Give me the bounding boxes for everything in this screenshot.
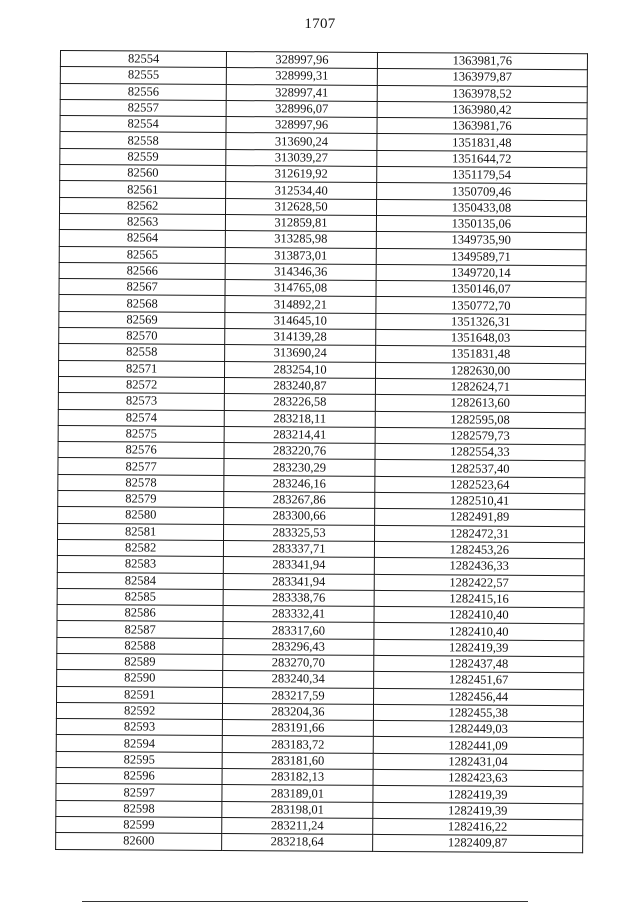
y-coordinate-cell: 1282437,48	[373, 655, 583, 673]
y-coordinate-cell: 1282554,33	[375, 444, 585, 462]
x-coordinate-cell: 314346,36	[225, 263, 376, 280]
y-coordinate-cell: 1350772,70	[376, 297, 586, 315]
x-coordinate-cell: 283220,76	[224, 443, 375, 460]
point-number-cell: 82587	[57, 621, 223, 638]
y-coordinate-cell: 1282537,40	[375, 460, 585, 478]
point-number-cell: 82590	[57, 670, 223, 687]
x-coordinate-cell: 312534,40	[226, 182, 377, 199]
x-coordinate-cell: 314645,10	[225, 312, 376, 329]
y-coordinate-cell: 1282630,00	[375, 362, 585, 380]
x-coordinate-cell: 283214,41	[224, 426, 375, 443]
x-coordinate-cell: 283332,41	[223, 606, 374, 623]
point-number-cell: 82568	[59, 295, 225, 312]
x-coordinate-cell: 283198,01	[222, 801, 373, 818]
point-number-cell: 82559	[60, 148, 226, 165]
x-coordinate-cell: 314892,21	[225, 296, 376, 313]
point-number-cell: 82585	[57, 588, 223, 605]
point-number-cell: 82581	[58, 523, 224, 540]
y-coordinate-cell: 1282456,44	[373, 688, 583, 706]
point-number-cell: 82560	[60, 165, 226, 182]
x-coordinate-cell: 283218,11	[224, 410, 375, 427]
page-number: 1707	[304, 16, 336, 32]
point-number-cell: 82574	[58, 409, 224, 426]
point-number-cell: 82597	[56, 784, 222, 801]
y-coordinate-cell: 1282613,60	[375, 395, 585, 413]
point-number-cell: 82578	[58, 474, 224, 491]
x-coordinate-cell: 312619,92	[226, 166, 377, 183]
x-coordinate-cell: 283337,71	[224, 540, 375, 557]
point-number-cell: 82594	[56, 735, 222, 752]
x-coordinate-cell: 283246,16	[224, 475, 375, 492]
y-coordinate-cell: 1282472,31	[374, 525, 584, 543]
table-row	[56, 833, 583, 853]
y-coordinate-cell: 1282415,16	[374, 590, 584, 608]
x-coordinate-cell: 328999,31	[227, 68, 378, 85]
y-coordinate-cell: 1282416,22	[372, 818, 582, 836]
x-coordinate-cell: 283182,13	[222, 769, 373, 786]
y-coordinate-cell: 1351179,54	[376, 167, 586, 185]
point-number-cell: 82583	[57, 556, 223, 573]
x-coordinate-cell: 328997,96	[226, 117, 377, 134]
point-number-cell: 82589	[57, 653, 223, 670]
point-number-cell: 82586	[57, 605, 223, 622]
point-number-cell: 82569	[59, 311, 225, 328]
scan-edge-line	[82, 901, 528, 902]
y-coordinate-cell: 1282419,39	[374, 639, 584, 657]
y-coordinate-cell: 1350709,46	[376, 183, 586, 201]
x-coordinate-cell: 283341,94	[223, 573, 374, 590]
y-coordinate-cell: 1282431,04	[373, 753, 583, 771]
point-number-cell: 82554	[60, 116, 226, 133]
point-number-cell: 82579	[58, 491, 224, 508]
x-coordinate-cell: 283230,29	[224, 459, 375, 476]
y-coordinate-cell: 1282423,63	[373, 769, 583, 787]
y-coordinate-cell: 1282441,09	[373, 737, 583, 755]
x-coordinate-cell: 283211,24	[222, 817, 373, 834]
y-coordinate-cell: 1351648,03	[375, 329, 585, 347]
y-coordinate-cell: 1282595,08	[375, 411, 585, 429]
x-coordinate-cell: 313285,98	[226, 231, 377, 248]
y-coordinate-cell: 1349735,90	[376, 232, 586, 250]
point-number-cell: 82555	[60, 67, 226, 84]
point-number-cell: 82596	[56, 768, 222, 785]
y-coordinate-cell: 1282523,64	[375, 476, 585, 494]
y-coordinate-cell: 1350433,08	[376, 199, 586, 217]
x-coordinate-cell: 283267,86	[224, 492, 375, 509]
x-coordinate-cell: 328997,96	[227, 52, 378, 69]
x-coordinate-cell: 283183,72	[222, 736, 373, 753]
x-coordinate-cell: 314765,08	[225, 280, 376, 297]
x-coordinate-cell: 283254,10	[225, 361, 376, 378]
point-number-cell: 82565	[59, 246, 225, 263]
y-coordinate-cell: 1349720,14	[376, 264, 586, 282]
x-coordinate-cell: 283296,43	[223, 638, 374, 655]
x-coordinate-cell: 283217,59	[223, 687, 374, 704]
x-coordinate-cell: 283300,66	[224, 508, 375, 525]
y-coordinate-cell: 1282579,73	[375, 427, 585, 445]
y-coordinate-cell: 1282422,57	[374, 574, 584, 592]
x-coordinate-cell: 313690,24	[225, 345, 376, 362]
point-number-cell: 82556	[60, 83, 226, 100]
point-number-cell: 82580	[58, 507, 224, 524]
x-coordinate-cell: 283270,70	[223, 654, 374, 671]
point-number-cell: 82575	[58, 425, 224, 442]
x-coordinate-cell: 283204,36	[223, 703, 374, 720]
point-number-cell: 82573	[58, 393, 224, 410]
y-coordinate-cell: 1282410,40	[374, 607, 584, 625]
y-coordinate-cell: 1282436,33	[374, 558, 584, 576]
y-coordinate-cell: 1282449,03	[373, 721, 583, 739]
point-number-cell: 82554	[60, 51, 226, 68]
x-coordinate-cell: 283181,60	[222, 752, 373, 769]
point-number-cell: 82557	[60, 99, 226, 116]
y-coordinate-cell: 1282491,89	[374, 509, 584, 527]
coordinates-table-body	[56, 51, 588, 853]
point-number-cell: 82576	[58, 442, 224, 459]
y-coordinate-cell: 1363981,76	[377, 118, 587, 136]
y-coordinate-cell: 1282410,40	[374, 623, 584, 641]
x-coordinate-cell: 283240,34	[223, 671, 374, 688]
x-coordinate-cell: 313873,01	[225, 247, 376, 264]
point-number-cell: 82571	[59, 360, 225, 377]
x-coordinate-cell: 283338,76	[223, 589, 374, 606]
y-coordinate-cell: 1363981,76	[377, 52, 587, 70]
x-coordinate-cell: 312859,81	[226, 214, 377, 231]
point-number-cell: 82564	[59, 230, 225, 247]
point-number-cell: 82558	[60, 132, 226, 149]
y-coordinate-cell: 1350135,06	[376, 215, 586, 233]
y-coordinate-cell: 1282510,41	[374, 492, 584, 510]
x-coordinate-cell: 283325,53	[224, 524, 375, 541]
y-coordinate-cell: 1282409,87	[372, 835, 582, 853]
y-coordinate-cell: 1363980,42	[377, 101, 587, 119]
y-coordinate-cell: 1282453,26	[374, 541, 584, 559]
x-coordinate-cell: 283218,64	[222, 834, 373, 851]
y-coordinate-cell: 1282419,39	[373, 786, 583, 804]
y-coordinate-cell: 1282624,71	[375, 378, 585, 396]
y-coordinate-cell: 1282451,67	[373, 672, 583, 690]
point-number-cell: 82593	[56, 719, 222, 736]
y-coordinate-cell: 1363979,87	[377, 69, 587, 87]
x-coordinate-cell: 283341,94	[224, 557, 375, 574]
point-number-cell: 82562	[60, 197, 226, 214]
x-coordinate-cell: 283189,01	[222, 785, 373, 802]
point-number-cell: 82566	[59, 262, 225, 279]
y-coordinate-cell: 1282419,39	[373, 802, 583, 820]
y-coordinate-cell: 1282455,38	[373, 704, 583, 722]
x-coordinate-cell: 283240,87	[225, 377, 376, 394]
x-coordinate-cell: 328996,07	[226, 100, 377, 117]
y-coordinate-cell: 1351326,31	[376, 313, 586, 331]
y-coordinate-cell: 1351831,48	[375, 346, 585, 364]
point-number-cell: 82563	[59, 213, 225, 230]
point-number-cell: 82598	[56, 800, 222, 817]
x-coordinate-cell: 283226,58	[225, 394, 376, 411]
y-coordinate-cell: 1351831,48	[377, 134, 587, 152]
point-number-cell: 82561	[60, 181, 226, 198]
point-number-cell: 82592	[56, 702, 222, 719]
x-coordinate-cell: 314139,28	[225, 329, 376, 346]
x-coordinate-cell: 283317,60	[223, 622, 374, 639]
x-coordinate-cell: 283191,66	[223, 720, 374, 737]
y-coordinate-cell: 1350146,07	[376, 281, 586, 299]
x-coordinate-cell: 328997,41	[226, 84, 377, 101]
point-number-cell: 82595	[56, 751, 222, 768]
point-number-cell: 82558	[59, 344, 225, 361]
point-number-cell: 82567	[59, 279, 225, 296]
point-number-cell: 82582	[57, 539, 223, 556]
y-coordinate-cell: 1349589,71	[376, 248, 586, 266]
point-number-cell: 82588	[57, 637, 223, 654]
point-number-cell: 82570	[59, 328, 225, 345]
point-number-cell: 82572	[58, 376, 224, 393]
coordinates-table	[55, 50, 588, 853]
point-number-cell: 82599	[56, 816, 222, 833]
y-coordinate-cell: 1351644,72	[377, 150, 587, 168]
x-coordinate-cell: 313039,27	[226, 149, 377, 166]
point-number-cell: 82591	[57, 686, 223, 703]
x-coordinate-cell: 312628,50	[226, 198, 377, 215]
y-coordinate-cell: 1363978,52	[377, 85, 587, 103]
x-coordinate-cell: 313690,24	[226, 133, 377, 150]
point-number-cell: 82600	[56, 833, 222, 850]
point-number-cell: 82584	[57, 572, 223, 589]
point-number-cell: 82577	[58, 458, 224, 475]
